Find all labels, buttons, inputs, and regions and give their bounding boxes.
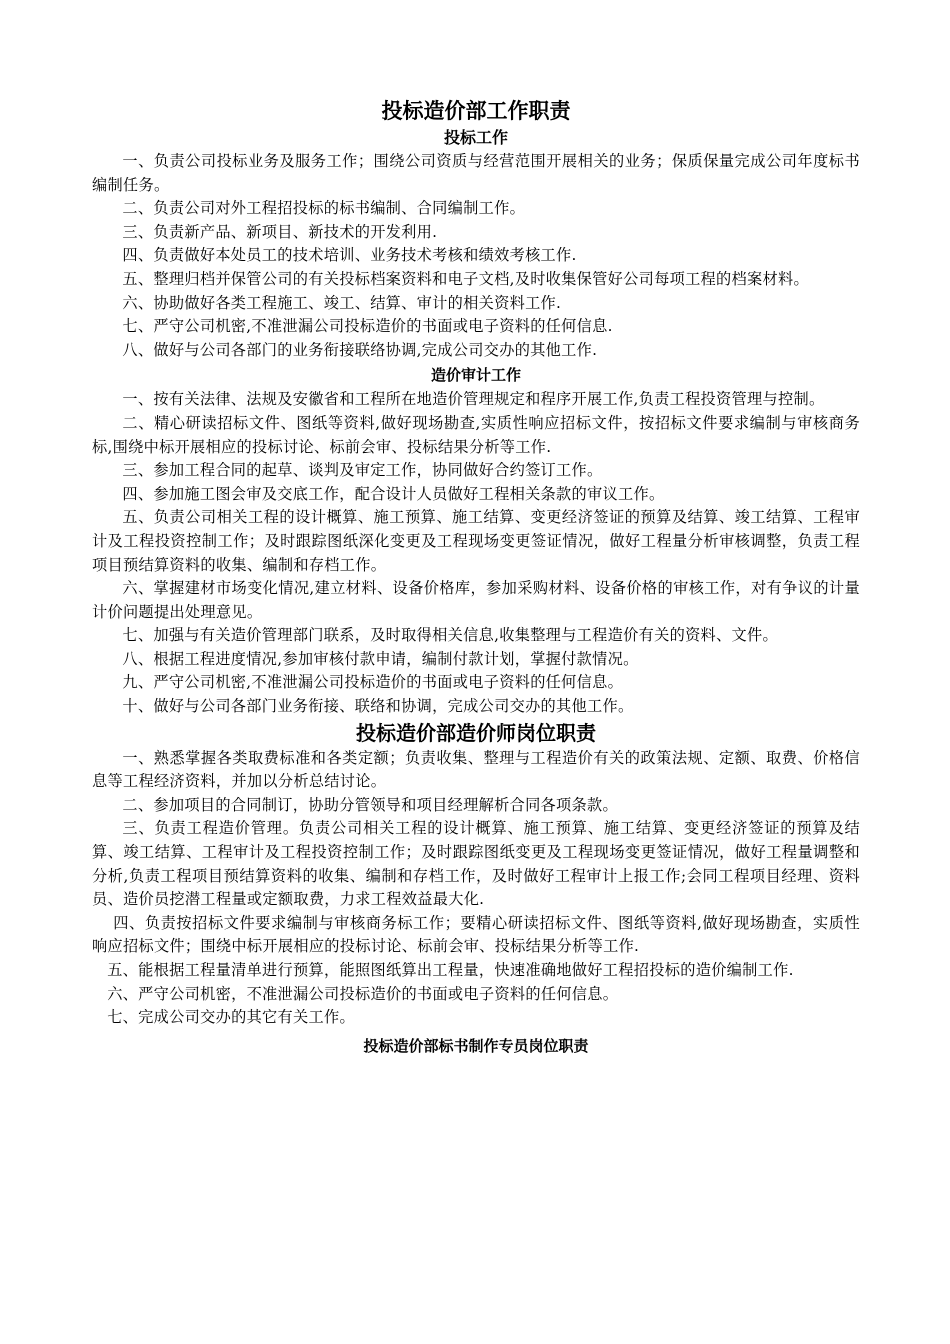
paragraph: 六、严守公司机密，不准泄漏公司投标造价的书面或电子资料的任何信息。: [107, 984, 619, 1003]
paragraph: 九、严守公司机密,不准泄漏公司投标造价的书面或电子资料的任何信息。: [122, 673, 624, 692]
paragraph: 四、负责做好本处员工的技术培训、业务技术考核和绩效考核工作.: [122, 246, 577, 265]
paragraph: 一、负责公司投标业务及服务工作；围绕公司资质与经营范围开展相关的业务；保质保量完成公司年度标书编制任务。: [92, 152, 860, 194]
paragraph: 二、参加项目的合同制订，协助分管领导和项目经理解析合同各项条款。: [122, 795, 618, 814]
paragraph: 二、精心研读招标文件、图纸等资料,做好现场勘查,实质性响应招标文件，按招标文件要求编制与审核商务标,围绕中标开展相应的投标讨论、标前会审、投标结果分析等工作.: [92, 413, 860, 456]
paragraph: 一、按有关法律、法规及安徽省和工程所在地造价管理规定和程序开展工作,负责工程投资管理与控制。: [122, 390, 825, 409]
paragraph: 十、做好与公司各部门业务衔接、联络和协调，完成公司交办的其他工作。: [122, 697, 634, 716]
paragraph: 五、整理归档并保管公司的有关投标档案资料和电子文档,及时收集保管好公司每项工程的档案材料。: [122, 269, 809, 288]
paragraph: 六、协助做好各类工程施工、竣工、结算、审计的相关资料工作.: [122, 293, 562, 312]
paragraph: 五、负责公司相关工程的设计概算、施工预算、施工结算、变更经济签证的预算及结算、竣工结算、工程审计及工程投资控制工作；及时跟踪图纸深化变更及工程现场变更签证情况，做好工程量分析审核调整，负责工程项目预结算资料的收集、编制和存档工作。: [92, 508, 860, 574]
paragraph: 三、负责工程造价管理。负责公司相关工程的设计概算、施工预算、施工结算、变更经济签证的预算及结算、竣工结算、工程审计及工程投资控制工作；及时跟踪图纸变更及工程现场变更签证情况，做好工程量调整和分析,负责工程项目预结算资料的收集、编制和存档工作，及时做好工程审计上报工作;会同工程项目经理、资料员、造价员挖潜工程量或定额取费，力求工程效益最大化.: [92, 819, 860, 909]
paragraph: 三、参加工程合同的起草、谈判及审定工作，协同做好合约签订工作。: [122, 461, 603, 480]
paragraph: 六、掌握建材市场变化情况,建立材料、设备价格库，参加采购材料、设备价格的审核工作，对有争议的计量计价问题提出处理意见。: [92, 579, 860, 621]
document-title: 投标造价部工作职责: [381, 99, 571, 123]
paragraph: 三、负责新产品、新项目、新技术的开发利用.: [122, 222, 438, 241]
paragraph: 一、熟悉掌握各类取费标准和各类定额；负责收集、整理与工程造价有关的政策法规、定额、取费、价格信息等工程经济资料，并加以分析总结讨论。: [92, 748, 860, 791]
document-page: [92, 96, 860, 1060]
section-heading-bidding: 投标工作: [443, 128, 508, 147]
section-heading-cost-engineer: 投标造价部造价师岗位职责: [356, 720, 596, 745]
paragraph: 二、负责公司对外工程招投标的标书编制、合同编制工作。: [122, 199, 526, 218]
paragraph: 七、严守公司机密,不准泄漏公司投标造价的书面或电子资料的任何信息.: [122, 317, 613, 336]
paragraph: 五、能根据工程量清单进行预算，能照图纸算出工程量，快速准确地做好工程招投标的造价编制工作.: [107, 961, 794, 979]
paragraph: 八、根据工程进度情况,参加审核付款申请，编制付款计划，掌握付款情况。: [122, 649, 639, 668]
paragraph: 七、完成公司交办的其它有关工作。: [107, 1008, 355, 1027]
paragraph: 八、做好与公司各部门的业务衔接联络协调,完成公司交办的其他工作.: [122, 340, 598, 359]
paragraph: 四、参加施工图会审及交底工作，配合设计人员做好工程相关条款的审议工作。: [122, 484, 665, 503]
section-heading-tender-specialist: 投标造价部标书制作专员岗位职责: [363, 1036, 589, 1055]
section-heading-cost-audit: 造价审计工作: [430, 366, 521, 385]
paragraph: 七、加强与有关造价管理部门联系，及时取得相关信息,收集整理与工程造价有关的资料、文件。: [122, 626, 778, 645]
paragraph: 四、负责按招标文件要求编制与审核商务标工作；要精心研读招标文件、图纸等资料,做好现场勘查，实质性响应招标文件；围绕中标开展相应的投标讨论、标前会审、投标结果分析等工作.: [92, 913, 860, 956]
